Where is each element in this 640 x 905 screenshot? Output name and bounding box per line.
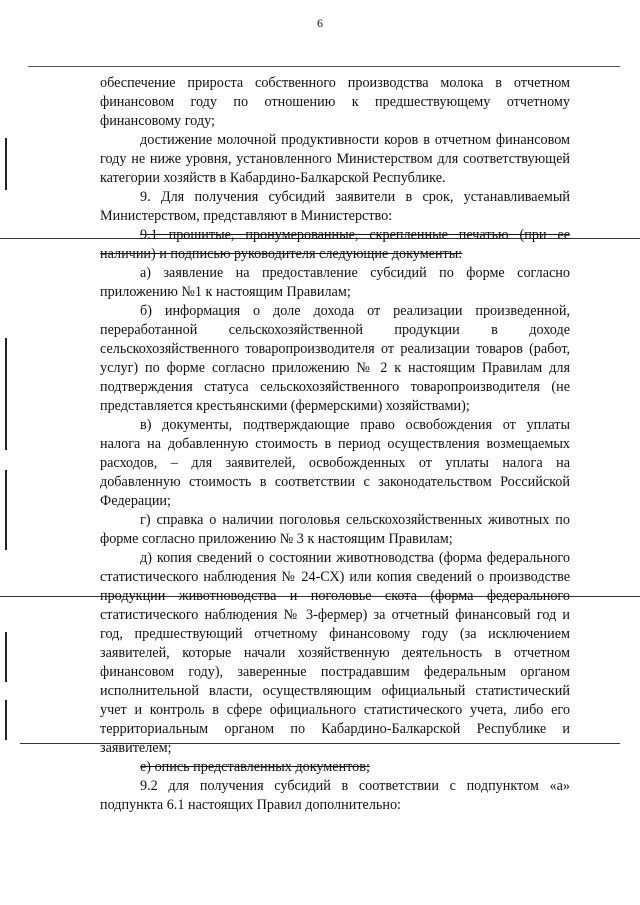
paragraph-g: г) справка о наличии поголовья сельскохозяйственных животных по форме согласно приложению № 3 к настоящим Правилам;: [100, 512, 570, 547]
paragraph-v: в) документы, подтверждающие право освобождения от уплаты налога на добавленную стоимость в период осуществления возмещаемых расходов, – для заявителей, освобожденных от уплаты налога на добавленную стоимость в соответствии с законодательством Российской Федерации;: [100, 417, 570, 509]
margin-bar-2: [5, 338, 7, 450]
margin-bar-5: [5, 700, 7, 740]
paragraph-9-1: 9.1 прошитые, пронумерованные, скрепленные печатью (при ее наличии) и подписью руководителя следующие документы:: [100, 227, 570, 262]
paragraph-9-2: 9.2 для получения субсидий в соответствии с подпунктом «а» подпункта 6.1 настоящих Правил дополнительно:: [100, 778, 570, 813]
document-body: [100, 74, 570, 815]
paragraph-d: д) копия сведений о состоянии животноводства (форма федерального статистического наблюдения № 24-СХ) или копия сведений о производстве продукции животноводства и поголовье скота (форма федерального статистического наблюдения № 3-фермер) за отчетный финансовый год и год, предшествующий отчетному финансовому году (за исключением заявителей, которые начали хозяйственную деятельность в отчетном финансовом году), заверенные пострадавшим федеральным органом исполнительной власти, осуществляющим официальный статистический учет и контроль в сфере официального статистического учета, либо его территориальным органом по Кабардино-Балкарской Республике и заявителем;: [100, 550, 570, 756]
page-number: 6: [317, 16, 323, 30]
paragraph-a: а) заявление на предоставление субсидий по форме согласно приложению №1 к настоящим Правилам;: [100, 265, 570, 300]
paragraph-9: 9. Для получения субсидий заявители в срок, устанавливаемый Министерством, представляют в Министерство:: [100, 189, 570, 224]
margin-bar-4: [5, 632, 7, 682]
header-divider: [28, 66, 620, 67]
margin-bar-1: [5, 138, 7, 190]
paragraph-growth: обеспечение прироста собственного производства молока в отчетном финансовом году по отношению к предшествующему отчетному финансовому году;: [100, 75, 570, 129]
paragraph-b: б) информация о доле дохода от реализации произведенной, переработанной сельскохозяйственной продукции в доходе сельскохозяйственного товаропроизводителя от реализации товаров (работ, услуг) по форме согласно приложению № 2 к настоящим Правилам для подтверждения статуса сельскохозяйственного товаропроизводителя (не представляется крестьянскими (фермерскими) хозяйствами);: [100, 303, 570, 414]
paragraph-productivity: достижение молочной продуктивности коров в отчетном финансовом году не ниже уровня, установленного Министерством для соответствующей категории хозяйств в Кабардино-Балкарской Республике.: [100, 132, 570, 186]
paragraph-e: е) опись представленных документов;: [140, 759, 370, 775]
margin-bar-3: [5, 470, 7, 550]
